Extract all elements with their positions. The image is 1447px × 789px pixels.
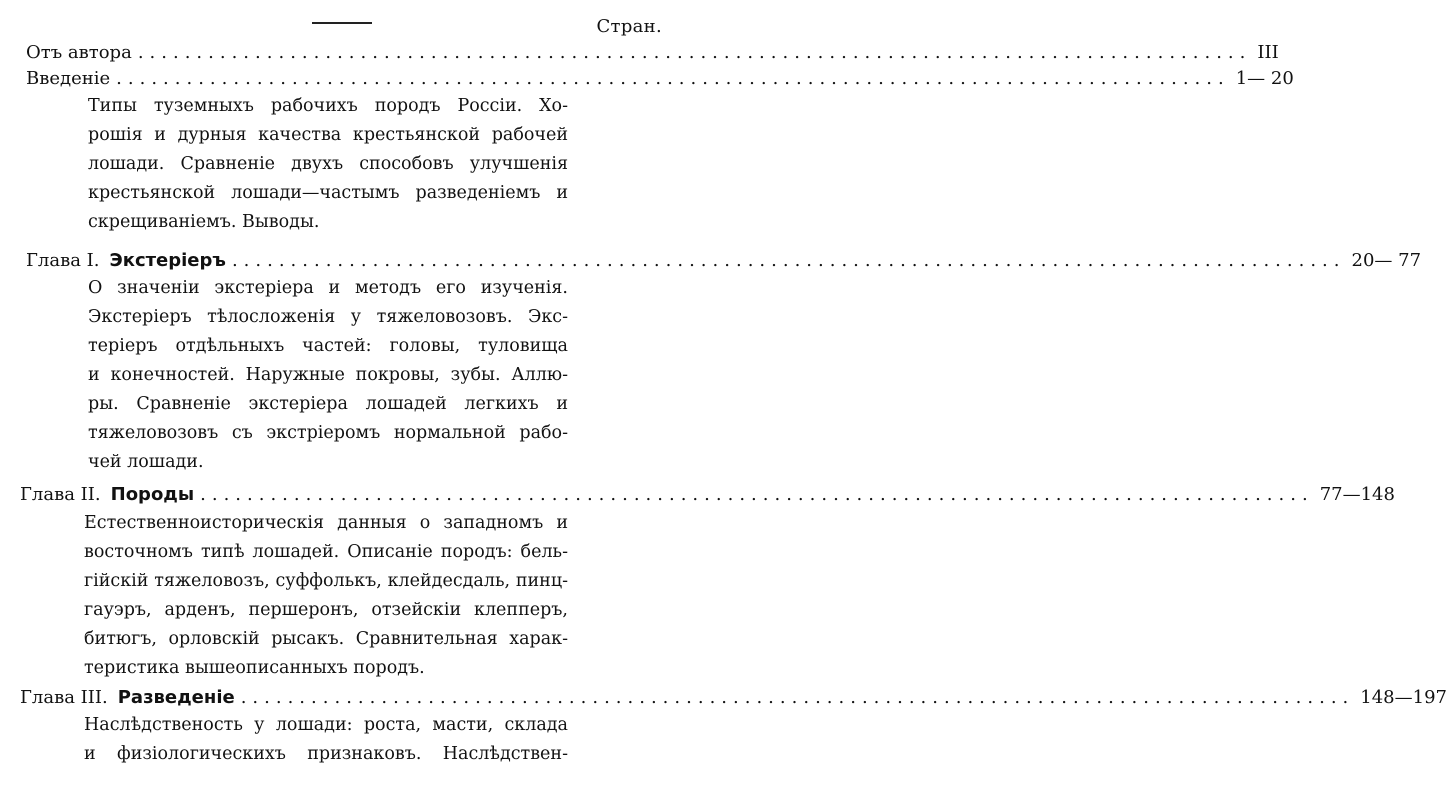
description-line: Естественноисторическія данныя о западномъ и bbox=[84, 513, 568, 533]
entry-label: Введеніе bbox=[26, 68, 111, 89]
toc-entry-chapter-2 bbox=[20, 484, 1395, 505]
description-line: и физіологическихъ признаковъ. Наслѣдствен- bbox=[84, 744, 568, 764]
chapter-3-description bbox=[84, 711, 568, 769]
chapter-1-description bbox=[88, 274, 568, 477]
description-line: теристика вышеописанныхъ породъ. bbox=[84, 658, 425, 678]
description-line: и конечностей. Наружные покровы, зубы. Аллю- bbox=[88, 365, 568, 385]
description-line: теріеръ отдѣльныхъ частей: головы, туловища bbox=[88, 336, 568, 356]
description-line: гійскій тяжеловозъ, суффолькъ, клейдесдаль, пинц- bbox=[84, 571, 568, 591]
description-line: битюгъ, орловскій рысакъ. Сравнительная харак- bbox=[84, 629, 568, 649]
description-line: крестьянской лошади—частымъ разведеніемъ и bbox=[88, 183, 568, 203]
header-rule bbox=[312, 22, 372, 24]
entry-page: 20— 77 bbox=[1351, 250, 1422, 271]
toc-entry-introduction bbox=[26, 68, 1294, 89]
toc-entry-chapter-1 bbox=[26, 250, 1422, 271]
description-line: Наслѣдственость у лошади: роста, масти, склада bbox=[84, 715, 568, 735]
chapter-label: Глава III. bbox=[20, 687, 108, 708]
dot-leader: ............................................................................................... bbox=[137, 42, 1252, 63]
description-line: гауэръ, арденъ, першеронъ, отзейскіи клепперъ, bbox=[84, 600, 568, 620]
description-line: восточномъ типѣ лошадей. Описаніе породъ: бель- bbox=[84, 542, 568, 562]
dot-leader: ............................................................................................... bbox=[240, 687, 1355, 708]
intro-description bbox=[88, 92, 568, 237]
entry-label: Отъ автора bbox=[26, 42, 132, 63]
chapter-title: Экстеріеръ bbox=[109, 250, 226, 271]
description-line: ры. Сравненіе экстеріера лошадей легкихъ и bbox=[88, 394, 568, 414]
page-column-header: Стран. bbox=[596, 16, 662, 37]
description-line: тяжеловозовъ съ экстріеромъ нормальной рабо- bbox=[88, 423, 568, 443]
chapter-label: Глава II. bbox=[20, 484, 101, 505]
chapter-2-description bbox=[84, 509, 568, 683]
entry-page: 77—148 bbox=[1319, 484, 1395, 505]
description-line: Типы туземныхъ рабочихъ породъ Россіи. Хо- bbox=[88, 96, 568, 116]
description-line: скрещиваніемъ. Выводы. bbox=[88, 212, 320, 232]
description-line: О значеніи экстеріера и методъ его изученія. bbox=[88, 278, 568, 298]
dot-leader: ............................................................................................... bbox=[200, 484, 1314, 505]
description-line: рошія и дурныя качества крестьянской рабочей bbox=[88, 125, 568, 145]
entry-page: III bbox=[1257, 42, 1279, 63]
chapter-title: Разведеніе bbox=[117, 687, 235, 708]
chapter-label: Глава I. bbox=[26, 250, 100, 271]
description-line: чей лошади. bbox=[88, 452, 204, 472]
toc-entry-from-author bbox=[26, 42, 1279, 63]
dot-leader: ............................................................................................... bbox=[231, 250, 1346, 271]
entry-page: 148—197 bbox=[1360, 687, 1447, 708]
chapter-title: Породы bbox=[110, 484, 195, 505]
description-line: лошади. Сравненіе двухъ способовъ улучшенія bbox=[88, 154, 568, 174]
entry-page: 1— 20 bbox=[1235, 68, 1294, 89]
toc-entry-chapter-3 bbox=[20, 687, 1447, 708]
description-line: Экстеріеръ тѣлосложенія у тяжеловозовъ. Экс- bbox=[88, 307, 568, 327]
dot-leader: ............................................................................................... bbox=[116, 68, 1230, 89]
